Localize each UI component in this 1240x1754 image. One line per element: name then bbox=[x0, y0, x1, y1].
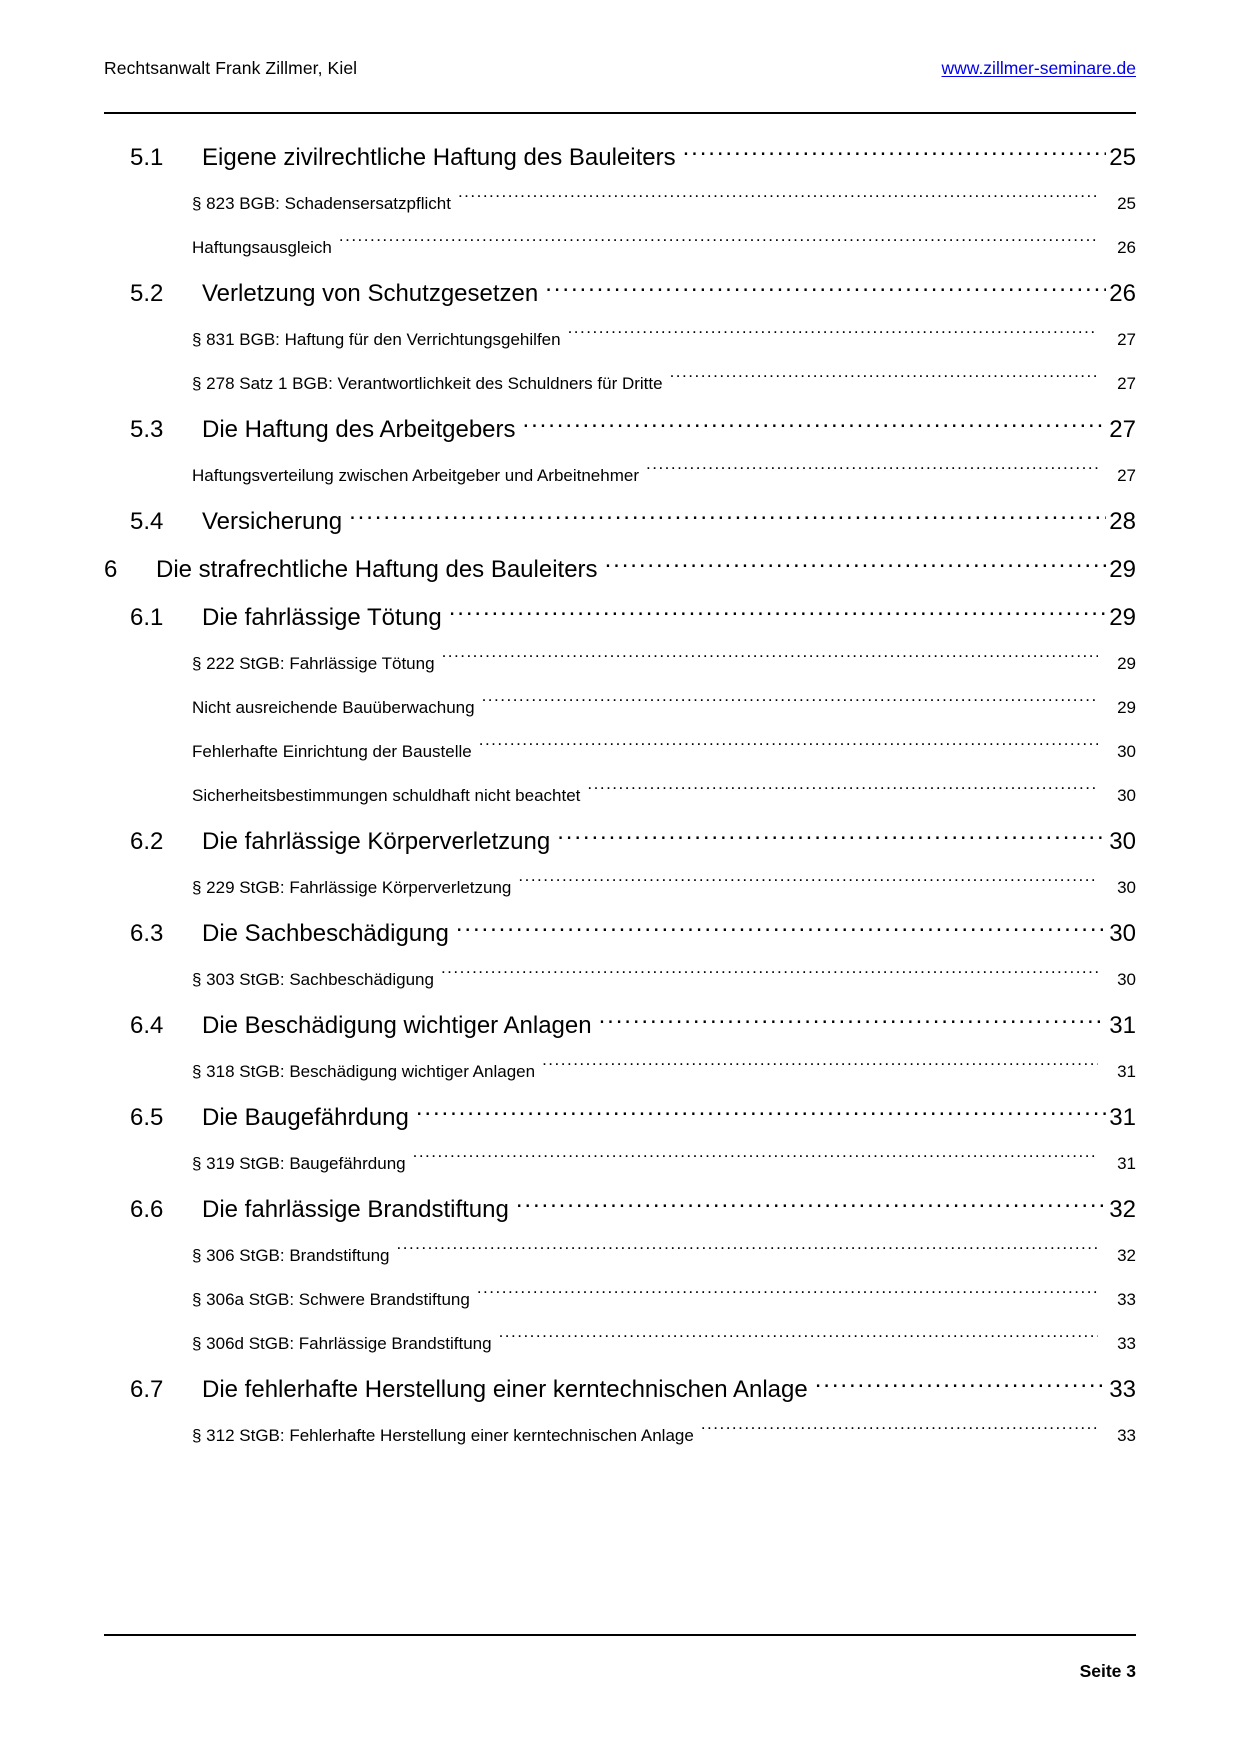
toc-entry[interactable] bbox=[104, 1414, 1136, 1458]
toc-entry[interactable] bbox=[104, 1322, 1136, 1366]
toc-entry[interactable] bbox=[104, 686, 1136, 730]
toc-entry[interactable] bbox=[104, 498, 1136, 546]
toc-entry-page: 30 bbox=[1109, 828, 1136, 855]
toc-entry-title: Die Baugefährdung bbox=[202, 1104, 409, 1131]
toc-entry[interactable] bbox=[104, 1094, 1136, 1142]
toc-entry-title: Die fehlerhafte Herstellung einer kerntechnischen Anlage bbox=[202, 1376, 808, 1403]
toc-entry-title: Die Haftung des Arbeitgebers bbox=[202, 416, 516, 443]
toc-entry-title: Haftungsausgleich bbox=[192, 238, 332, 257]
toc-entry[interactable] bbox=[104, 594, 1136, 642]
toc-leader-dots bbox=[516, 1186, 1106, 1214]
toc-entry-page: 27 bbox=[1117, 330, 1136, 349]
toc-entry-title: Die strafrechtliche Haftung des Bauleiters bbox=[156, 556, 598, 583]
toc-entry-title: Die fahrlässige Brandstiftung bbox=[202, 1196, 509, 1223]
toc-entry-page: 28 bbox=[1109, 508, 1136, 535]
toc-entry-page: 27 bbox=[1117, 466, 1136, 485]
toc-entry-page: 33 bbox=[1117, 1290, 1136, 1309]
toc-entry-title: Die Sachbeschädigung bbox=[202, 920, 449, 947]
table-of-contents bbox=[104, 134, 1136, 1594]
toc-entry-title: Die fahrlässige Körperverletzung bbox=[202, 828, 551, 855]
toc-leader-dots bbox=[683, 134, 1106, 162]
toc-entry-page: 31 bbox=[1117, 1062, 1136, 1081]
toc-entry-number: 6.5 bbox=[130, 1104, 164, 1131]
toc-entry-page: 25 bbox=[1109, 144, 1136, 171]
toc-entry-page: 32 bbox=[1117, 1246, 1136, 1265]
toc-entry-title: Die fahrlässige Tötung bbox=[202, 604, 442, 631]
toc-entry-page: 30 bbox=[1117, 786, 1136, 805]
toc-leader-dots bbox=[477, 1278, 1098, 1298]
toc-leader-dots bbox=[416, 1094, 1106, 1122]
toc-entry[interactable] bbox=[104, 1002, 1136, 1050]
header-author-text: Rechtsanwalt Frank Zillmer, Kiel bbox=[104, 58, 358, 78]
toc-entry-page: 25 bbox=[1117, 194, 1136, 213]
toc-entry-page: 26 bbox=[1117, 238, 1136, 257]
toc-entry-page: 32 bbox=[1109, 1196, 1136, 1223]
toc-leader-dots bbox=[568, 318, 1098, 338]
toc-entry-page: 31 bbox=[1109, 1104, 1136, 1131]
toc-entry-number: 5.3 bbox=[130, 416, 164, 443]
toc-entry-page: 29 bbox=[1109, 604, 1136, 631]
footer-page-number: Seite 3 bbox=[1079, 1661, 1136, 1681]
toc-entry[interactable] bbox=[104, 546, 1136, 594]
toc-leader-dots bbox=[482, 686, 1098, 706]
toc-entry[interactable] bbox=[104, 1142, 1136, 1186]
footer-divider bbox=[104, 1634, 1136, 1636]
toc-entry-page: 27 bbox=[1117, 374, 1136, 393]
toc-entry[interactable] bbox=[104, 818, 1136, 866]
toc-leader-dots bbox=[523, 406, 1106, 434]
toc-entry-page: 29 bbox=[1109, 556, 1136, 583]
toc-entry-title: § 319 StGB: Baugefährdung bbox=[192, 1154, 406, 1173]
toc-entry[interactable] bbox=[104, 454, 1136, 498]
toc-leader-dots bbox=[542, 1050, 1098, 1070]
toc-leader-dots bbox=[442, 642, 1098, 662]
toc-leader-dots bbox=[413, 1142, 1098, 1162]
toc-entry-page: 33 bbox=[1109, 1376, 1136, 1403]
toc-entry[interactable] bbox=[104, 958, 1136, 1002]
toc-leader-dots bbox=[599, 1002, 1106, 1030]
toc-entry-page: 30 bbox=[1117, 878, 1136, 897]
toc-entry-page: 33 bbox=[1117, 1426, 1136, 1445]
toc-entry-number: 6.1 bbox=[130, 604, 164, 631]
toc-entry-page: 33 bbox=[1117, 1334, 1136, 1353]
toc-entry-page: 29 bbox=[1117, 654, 1136, 673]
toc-entry-number: 6.6 bbox=[130, 1196, 164, 1223]
toc-entry[interactable] bbox=[104, 1234, 1136, 1278]
toc-entry[interactable] bbox=[104, 1366, 1136, 1414]
toc-entry-page: 29 bbox=[1117, 698, 1136, 717]
toc-entry-title: § 831 BGB: Haftung für den Verrichtungsgehilfen bbox=[192, 330, 561, 349]
toc-leader-dots bbox=[397, 1234, 1098, 1254]
toc-entry[interactable] bbox=[104, 226, 1136, 270]
toc-leader-dots bbox=[499, 1322, 1098, 1342]
toc-entry-page: 31 bbox=[1117, 1154, 1136, 1173]
header-divider bbox=[104, 112, 1136, 114]
toc-leader-dots bbox=[815, 1366, 1106, 1394]
toc-entry[interactable] bbox=[104, 406, 1136, 454]
toc-entry-number: 6.7 bbox=[130, 1376, 164, 1403]
toc-entry[interactable] bbox=[104, 910, 1136, 958]
toc-leader-dots bbox=[557, 818, 1106, 846]
toc-entry[interactable] bbox=[104, 730, 1136, 774]
toc-entry-title: Versicherung bbox=[202, 508, 343, 535]
toc-leader-dots bbox=[349, 498, 1106, 526]
toc-entry-number: 6 bbox=[104, 556, 118, 583]
toc-entry-number: 5.4 bbox=[130, 508, 164, 535]
toc-entry-number: 5.2 bbox=[130, 280, 164, 307]
toc-entry-page: 26 bbox=[1109, 280, 1136, 307]
toc-entry[interactable] bbox=[104, 270, 1136, 318]
toc-entry-title: Nicht ausreichende Bauüberwachung bbox=[192, 698, 475, 717]
toc-entry-title: § 318 StGB: Beschädigung wichtiger Anlagen bbox=[192, 1062, 536, 1081]
toc-entry[interactable] bbox=[104, 1278, 1136, 1322]
toc-entry-page: 30 bbox=[1109, 920, 1136, 947]
toc-entry-title: § 303 StGB: Sachbeschädigung bbox=[192, 970, 434, 989]
toc-leader-dots bbox=[670, 362, 1098, 382]
toc-leader-dots bbox=[701, 1414, 1098, 1434]
toc-leader-dots bbox=[545, 270, 1106, 298]
toc-entry[interactable] bbox=[104, 362, 1136, 406]
toc-leader-dots bbox=[646, 454, 1098, 474]
toc-entry-title: Verletzung von Schutzgesetzen bbox=[202, 280, 539, 307]
toc-entry-title: § 222 StGB: Fahrlässige Tötung bbox=[192, 654, 435, 673]
toc-entry[interactable] bbox=[104, 182, 1136, 226]
header-website-link[interactable]: www.zillmer-seminare.de bbox=[941, 58, 1136, 78]
toc-entry[interactable] bbox=[104, 866, 1136, 910]
toc-leader-dots bbox=[441, 958, 1098, 978]
toc-leader-dots bbox=[458, 182, 1098, 202]
toc-entry-number: 6.3 bbox=[130, 920, 164, 947]
toc-leader-dots bbox=[449, 594, 1106, 622]
toc-entry-title: § 306d StGB: Fahrlässige Brandstiftung bbox=[192, 1334, 492, 1353]
toc-leader-dots bbox=[587, 774, 1098, 794]
toc-leader-dots bbox=[339, 226, 1098, 246]
toc-entry-title: Sicherheitsbestimmungen schuldhaft nicht beachtet bbox=[192, 786, 581, 805]
toc-entry-title: § 312 StGB: Fehlerhafte Herstellung einer kerntechnischen Anlage bbox=[192, 1426, 694, 1445]
toc-entry-number: 6.4 bbox=[130, 1012, 164, 1039]
toc-entry-title: § 306a StGB: Schwere Brandstiftung bbox=[192, 1290, 470, 1309]
toc-entry-title: Fehlerhafte Einrichtung der Baustelle bbox=[192, 742, 472, 761]
toc-entry[interactable] bbox=[104, 642, 1136, 686]
toc-leader-dots bbox=[605, 546, 1106, 574]
page-header bbox=[104, 58, 1136, 79]
toc-entry-page: 27 bbox=[1109, 416, 1136, 443]
toc-entry-title: Haftungsverteilung zwischen Arbeitgeber und Arbeitnehmer bbox=[192, 466, 639, 485]
toc-entry[interactable] bbox=[104, 318, 1136, 362]
toc-entry-title: § 306 StGB: Brandstiftung bbox=[192, 1246, 390, 1265]
toc-entry-page: 31 bbox=[1109, 1012, 1136, 1039]
toc-entry[interactable] bbox=[104, 774, 1136, 818]
toc-entry-number: 6.2 bbox=[130, 828, 164, 855]
toc-entry-page: 30 bbox=[1117, 970, 1136, 989]
toc-entry[interactable] bbox=[104, 1050, 1136, 1094]
toc-entry-title: § 278 Satz 1 BGB: Verantwortlichkeit des Schuldners für Dritte bbox=[192, 374, 663, 393]
toc-entry-title: § 823 BGB: Schadensersatzpflicht bbox=[192, 194, 451, 213]
toc-entry-number: 5.1 bbox=[130, 144, 164, 171]
toc-entry-title: Eigene zivilrechtliche Haftung des Bauleiters bbox=[202, 144, 676, 171]
toc-entry-page: 30 bbox=[1117, 742, 1136, 761]
toc-entry[interactable] bbox=[104, 134, 1136, 182]
toc-entry-title: § 229 StGB: Fahrlässige Körperverletzung bbox=[192, 878, 512, 897]
toc-leader-dots bbox=[518, 866, 1098, 886]
toc-leader-dots bbox=[479, 730, 1098, 750]
toc-entry-title: Die Beschädigung wichtiger Anlagen bbox=[202, 1012, 592, 1039]
toc-leader-dots bbox=[456, 910, 1106, 938]
toc-entry[interactable] bbox=[104, 1186, 1136, 1234]
